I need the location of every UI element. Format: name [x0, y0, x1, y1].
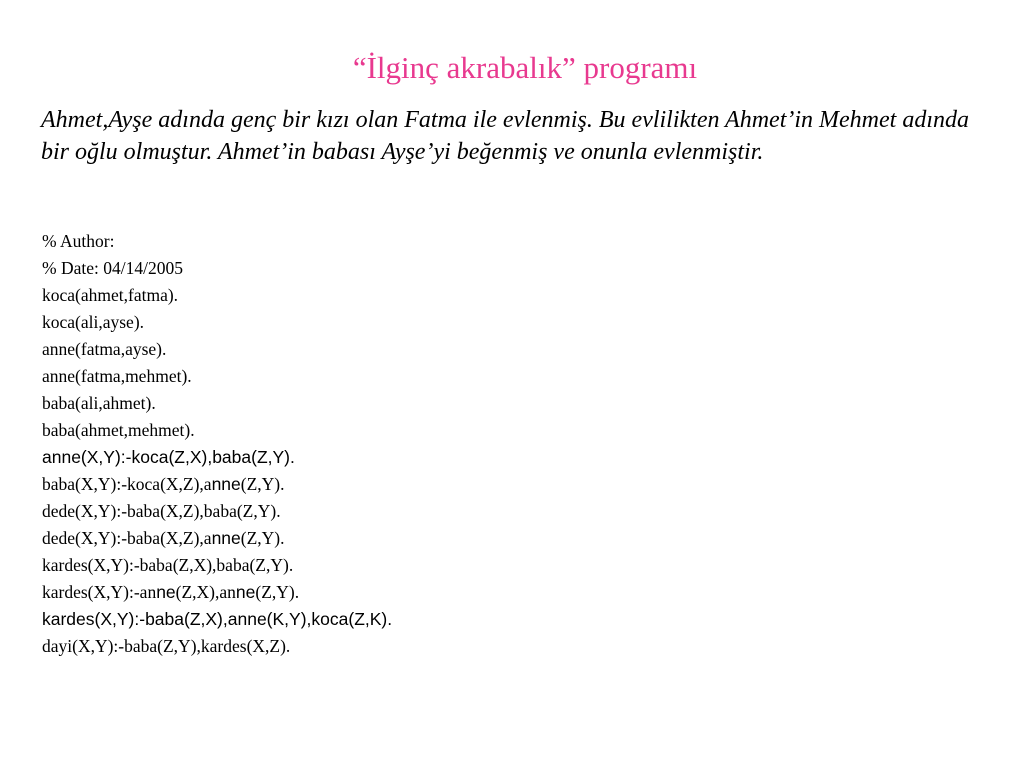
prolog-code-block: [42, 228, 942, 660]
code-rule-kardes-3: kardes(X,Y):-baba(Z,X),anne(K,Y),koca(Z,K).: [42, 609, 393, 629]
code-rule-dede-2-pre: dede(X,Y):-baba(X,Z),a: [42, 528, 212, 548]
code-rule-dede-2-mid: nne: [211, 528, 241, 548]
code-fact-baba-1: baba(ali,ahmet).: [42, 393, 156, 413]
code-rule-kardes-2-post: (Z,Y).: [255, 582, 300, 602]
code-rule-kardes-2-mid2: ne: [156, 582, 176, 602]
code-rule-anne: anne(X,Y):-koca(Z,X),baba(Z,Y).: [42, 447, 295, 467]
code-rule-dede-2: [42, 525, 942, 552]
code-rule-baba-pre: baba(X,Y):-koca(X,Z),a: [42, 474, 212, 494]
code-fact-anne-1: anne(fatma,ayse).: [42, 339, 167, 359]
code-comment-date: % Date: 04/14/2005: [42, 258, 183, 278]
slide-title: “İlginç akrabalık” programı: [352, 50, 698, 85]
code-fact-baba-2: baba(ahmet,mehmet).: [42, 420, 195, 440]
code-rule-baba-mid: nne: [211, 474, 241, 494]
code-rule-dede-1: dede(X,Y):-baba(X,Z),baba(Z,Y).: [42, 501, 281, 521]
code-comment-author: % Author:: [42, 231, 115, 251]
code-rule-dayi: dayi(X,Y):-baba(Z,Y),kardes(X,Z).: [42, 636, 291, 656]
code-rule-kardes-1: kardes(X,Y):-baba(Z,X),baba(Z,Y).: [42, 555, 294, 575]
intro-paragraph: Ahmet,Ayşe adında genç bir kızı olan Fatma ile evlenmiş. Bu evlilikten Ahmet’in Mehmet adında bir oğlu olmuştur. Ahmet’in babası Ayşe’yi beğenmiş ve onunla evlenmiştir.: [41, 107, 969, 165]
code-rule-kardes-2-mid3: ne: [235, 582, 256, 602]
code-fact-koca-2: koca(ali,ayse).: [42, 312, 145, 332]
code-rule-kardes-2-middle: (Z,X),an: [175, 582, 236, 602]
code-rule-dede-2-post: (Z,Y).: [240, 528, 285, 548]
code-fact-anne-2: anne(fatma,mehmet).: [42, 366, 192, 386]
code-rule-kardes-2-mid1: n: [147, 582, 157, 602]
code-rule-kardes-2-pre: kardes(X,Y):-a: [42, 582, 148, 602]
code-rule-kardes-2: [42, 579, 942, 606]
code-fact-koca-1: koca(ahmet,fatma).: [42, 285, 179, 305]
code-rule-baba-post: (Z,Y).: [240, 474, 285, 494]
code-rule-baba: [42, 471, 942, 498]
